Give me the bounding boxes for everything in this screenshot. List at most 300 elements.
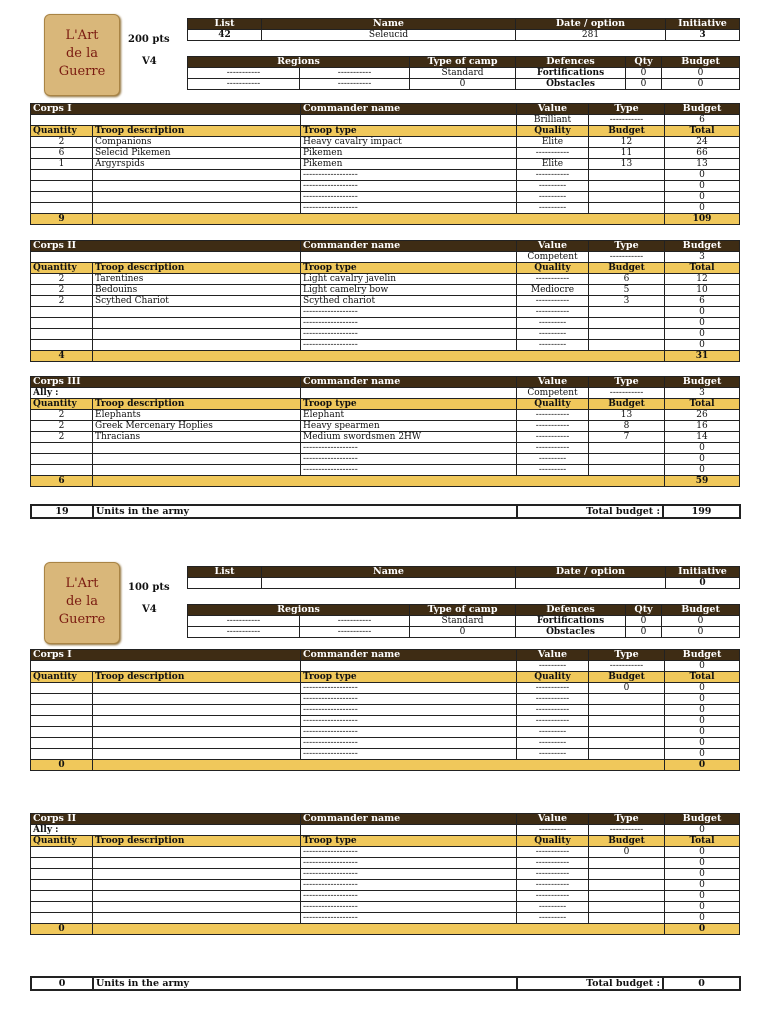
troop-type-field[interactable]: ------------------: [301, 913, 517, 924]
troop-row: [31, 891, 740, 902]
troop-quantity-field[interactable]: [31, 170, 93, 181]
troop-quality-field[interactable]: -----------: [517, 880, 589, 891]
troop-quality-field[interactable]: -----------: [517, 694, 589, 705]
troop-type-field[interactable]: ------------------: [301, 307, 517, 318]
troop-type-field[interactable]: Light camelry bow: [301, 285, 517, 296]
region-field[interactable]: -----------: [188, 79, 300, 90]
troop-quantity-field[interactable]: [31, 203, 93, 214]
troop-description-field[interactable]: Companions: [93, 137, 301, 148]
troop-quantity-field[interactable]: [31, 181, 93, 192]
troop-total-value: 66: [665, 148, 740, 159]
troop-quality-field[interactable]: ---------: [517, 727, 589, 738]
troop-quantity-field[interactable]: [31, 318, 93, 329]
list-number-field[interactable]: [188, 578, 262, 589]
troop-total-value: 24: [665, 137, 740, 148]
region-field[interactable]: -----------: [300, 627, 410, 638]
troop-quality-field[interactable]: ---------: [517, 913, 589, 924]
army-name-field[interactable]: Seleucid: [262, 30, 516, 41]
commander-name-label: Commander name: [301, 241, 517, 252]
troop-total-value: 10: [665, 285, 740, 296]
defence-budget-value: 0: [662, 627, 740, 638]
regions-label: Regions: [188, 605, 410, 616]
troop-type-field[interactable]: ------------------: [301, 880, 517, 891]
troop-description-field[interactable]: [93, 443, 301, 454]
defence-qty-field[interactable]: 0: [626, 68, 662, 79]
commander-value-field[interactable]: Competent: [517, 252, 589, 263]
commander-type-field[interactable]: -----------: [589, 661, 665, 672]
troop-type-field[interactable]: ------------------: [301, 749, 517, 760]
troop-total-value: 0: [665, 716, 740, 727]
qty-label: Qty: [626, 605, 662, 616]
commander-name-field[interactable]: [301, 115, 517, 126]
troop-budget-value: 0: [589, 847, 665, 858]
troop-description-label: Troop description: [93, 263, 301, 274]
corps-title: Corps III: [31, 377, 301, 388]
total-label: Total: [665, 399, 740, 410]
troop-type-field[interactable]: ------------------: [301, 727, 517, 738]
troop-type-field[interactable]: ------------------: [301, 170, 517, 181]
camp-type-field[interactable]: 0: [410, 79, 516, 90]
troop-type-field[interactable]: ------------------: [301, 705, 517, 716]
value-label: Value: [517, 377, 589, 388]
troop-type-field[interactable]: Scythed chariot: [301, 296, 517, 307]
troop-row: [31, 454, 740, 465]
troop-type-field[interactable]: ------------------: [301, 891, 517, 902]
troop-budget-value: [589, 902, 665, 913]
troop-quality-field[interactable]: -----------: [517, 891, 589, 902]
name-label: Name: [262, 19, 516, 30]
troop-type-field[interactable]: ------------------: [301, 902, 517, 913]
corps-quantity-sum: 9: [31, 214, 93, 225]
commander-value-field[interactable]: Competent: [517, 388, 589, 399]
troop-description-field[interactable]: Bedouins: [93, 285, 301, 296]
troop-total-value: 0: [665, 683, 740, 694]
troop-row: [31, 192, 740, 203]
troop-description-field[interactable]: [93, 913, 301, 924]
troop-quality-field[interactable]: -----------: [517, 443, 589, 454]
troop-quantity-field[interactable]: [31, 847, 93, 858]
troop-description-field[interactable]: [93, 683, 301, 694]
troop-total-value: 0: [665, 203, 740, 214]
troop-total-value: 0: [665, 340, 740, 351]
troop-row: [31, 683, 740, 694]
region-field[interactable]: -----------: [300, 79, 410, 90]
troop-description-field[interactable]: [93, 738, 301, 749]
defence-name: Fortifications: [516, 616, 626, 627]
troop-row: [31, 749, 740, 760]
camp-type-field[interactable]: Standard: [410, 616, 516, 627]
troop-row: [31, 694, 740, 705]
troop-description-field[interactable]: [93, 170, 301, 181]
troop-type-field[interactable]: ------------------: [301, 716, 517, 727]
troop-quantity-field[interactable]: [31, 880, 93, 891]
troop-total-value: 0: [665, 880, 740, 891]
troop-type-field[interactable]: Heavy spearmen: [301, 421, 517, 432]
defences-label: Defences: [516, 605, 626, 616]
troop-type-field[interactable]: ------------------: [301, 738, 517, 749]
region-field[interactable]: -----------: [188, 627, 300, 638]
troop-quality-field[interactable]: -----------: [517, 307, 589, 318]
quantity-label: Quantity: [31, 263, 93, 274]
troop-type-field[interactable]: ------------------: [301, 443, 517, 454]
corps-quantity-sum: 0: [31, 924, 93, 935]
troop-budget-value: [589, 340, 665, 351]
total-label: Total: [665, 126, 740, 137]
commander-type-field[interactable]: -----------: [589, 825, 665, 836]
list-header-table: [187, 18, 740, 41]
camp-type-field[interactable]: 0: [410, 627, 516, 638]
troop-budget-value: [589, 869, 665, 880]
troop-description-field[interactable]: [93, 203, 301, 214]
region-field[interactable]: -----------: [188, 616, 300, 627]
commander-type-field[interactable]: -----------: [589, 252, 665, 263]
troop-quality-field[interactable]: -----------: [517, 869, 589, 880]
troop-description-field[interactable]: Argyrspids: [93, 159, 301, 170]
troop-quantity-field[interactable]: [31, 716, 93, 727]
type-of-camp-label: Type of camp: [410, 57, 516, 68]
troop-row: [31, 203, 740, 214]
troop-description-field[interactable]: [93, 329, 301, 340]
troop-quality-field[interactable]: -----------: [517, 847, 589, 858]
troop-total-value: 13: [665, 159, 740, 170]
troop-type-field[interactable]: ------------------: [301, 858, 517, 869]
troop-description-field[interactable]: [93, 902, 301, 913]
commander-value-field[interactable]: Brilliant: [517, 115, 589, 126]
troop-description-field[interactable]: Greek Mercenary Hoplies: [93, 421, 301, 432]
date-field[interactable]: 281: [516, 30, 666, 41]
troop-quality-field[interactable]: ---------: [517, 203, 589, 214]
troop-budget-value: [589, 858, 665, 869]
troop-description-field[interactable]: [93, 705, 301, 716]
troop-quantity-field[interactable]: 2: [31, 410, 93, 421]
troop-quality-field[interactable]: -----------: [517, 274, 589, 285]
troop-quantity-field[interactable]: 2: [31, 137, 93, 148]
troop-quality-field[interactable]: ---------: [517, 902, 589, 913]
troop-description-field[interactable]: [93, 869, 301, 880]
troop-quality-field[interactable]: ---------: [517, 749, 589, 760]
initiative-value[interactable]: 0: [666, 578, 740, 589]
commander-name-field[interactable]: [301, 825, 517, 836]
troop-quantity-field[interactable]: [31, 705, 93, 716]
troop-type-label: Troop type: [301, 836, 517, 847]
troop-budget-value: [589, 181, 665, 192]
value-label: Value: [517, 104, 589, 115]
troop-row: [31, 858, 740, 869]
commander-name-field[interactable]: [301, 388, 517, 399]
troop-budget-value: 12: [589, 137, 665, 148]
date-option-label: Date / option: [516, 19, 666, 30]
region-field[interactable]: -----------: [300, 68, 410, 79]
commander-name-label: Commander name: [301, 814, 517, 825]
camp-defences-table: [187, 604, 740, 638]
army-name-field[interactable]: [262, 578, 516, 589]
date-field[interactable]: [516, 578, 666, 589]
troop-quantity-field[interactable]: [31, 694, 93, 705]
version-label: V4: [142, 56, 157, 67]
troop-total-value: 0: [665, 858, 740, 869]
troop-type-field[interactable]: Elephant: [301, 410, 517, 421]
troop-quality-field[interactable]: -----------: [517, 421, 589, 432]
defence-name: Obstacles: [516, 627, 626, 638]
troop-description-field[interactable]: [93, 727, 301, 738]
troop-quality-field[interactable]: -----------: [517, 683, 589, 694]
troop-quality-field[interactable]: -----------: [517, 148, 589, 159]
list-label: List: [188, 567, 262, 578]
troop-quality-field[interactable]: -----------: [517, 858, 589, 869]
troop-total-value: 0: [665, 465, 740, 476]
troop-description-field[interactable]: [93, 307, 301, 318]
quality-label: Quality: [517, 836, 589, 847]
corps-table: [30, 376, 740, 487]
troop-quality-field[interactable]: ---------: [517, 318, 589, 329]
initiative-value[interactable]: 3: [666, 30, 740, 41]
troop-row: [31, 181, 740, 192]
defence-qty-field[interactable]: 0: [626, 79, 662, 90]
troop-row: [31, 296, 740, 307]
troop-total-value: 12: [665, 274, 740, 285]
troop-total-value: 0: [665, 170, 740, 181]
troop-quality-field[interactable]: ---------: [517, 329, 589, 340]
corps-title: Corps I: [31, 650, 301, 661]
troop-quality-field[interactable]: ---------: [517, 192, 589, 203]
commander-value-field[interactable]: ---------: [517, 661, 589, 672]
troop-quantity-field[interactable]: [31, 891, 93, 902]
commander-name-label: Commander name: [301, 377, 517, 388]
troop-row: [31, 913, 740, 924]
troop-type-field[interactable]: Light cavalry javelin: [301, 274, 517, 285]
troop-budget-value: 3: [589, 296, 665, 307]
troop-quantity-field[interactable]: 6: [31, 148, 93, 159]
region-field[interactable]: -----------: [300, 616, 410, 627]
troop-quantity-field[interactable]: [31, 727, 93, 738]
commander-type-field[interactable]: -----------: [589, 115, 665, 126]
ally-field: [31, 252, 301, 263]
commander-name-label: Commander name: [301, 650, 517, 661]
troop-row: [31, 869, 740, 880]
commander-budget-value: 3: [665, 388, 740, 399]
troop-budget-value: [589, 705, 665, 716]
date-option-label: Date / option: [516, 567, 666, 578]
logo-text: de la: [65, 594, 99, 609]
troop-quantity-field[interactable]: [31, 902, 93, 913]
troop-quality-field[interactable]: -----------: [517, 410, 589, 421]
troop-type-field[interactable]: ------------------: [301, 869, 517, 880]
troop-type-field[interactable]: ------------------: [301, 454, 517, 465]
troop-row: [31, 410, 740, 421]
troop-type-field[interactable]: ------------------: [301, 847, 517, 858]
type-label: Type: [589, 104, 665, 115]
troop-description-label: Troop description: [93, 126, 301, 137]
list-number-field[interactable]: 42: [188, 30, 262, 41]
logo-text: de la: [65, 46, 99, 61]
troop-description-field[interactable]: [93, 716, 301, 727]
troop-total-value: 0: [665, 869, 740, 880]
camp-type-field[interactable]: Standard: [410, 68, 516, 79]
troop-total-value: 0: [665, 443, 740, 454]
troop-total-value: 0: [665, 705, 740, 716]
art-de-la-guerre-logo: [44, 14, 120, 96]
quantity-label: Quantity: [31, 399, 93, 410]
troop-budget-value: [589, 738, 665, 749]
troop-description-field[interactable]: Scythed Chariot: [93, 296, 301, 307]
commander-name-field[interactable]: [301, 252, 517, 263]
troop-description-field[interactable]: [93, 694, 301, 705]
troop-quality-field[interactable]: Elite: [517, 159, 589, 170]
troop-quality-field[interactable]: -----------: [517, 432, 589, 443]
troop-total-value: 0: [665, 902, 740, 913]
total-budget-value: 0: [663, 977, 740, 990]
troop-row: [31, 421, 740, 432]
troop-quality-field[interactable]: ---------: [517, 465, 589, 476]
troop-type-field[interactable]: ------------------: [301, 181, 517, 192]
troop-quantity-field[interactable]: [31, 192, 93, 203]
troop-quality-field[interactable]: ---------: [517, 340, 589, 351]
corps-table: [30, 649, 740, 771]
troop-quality-field[interactable]: ---------: [517, 181, 589, 192]
troop-description-field[interactable]: [93, 318, 301, 329]
troop-total-value: 0: [665, 318, 740, 329]
troop-description-field[interactable]: [93, 465, 301, 476]
troop-type-field[interactable]: Pikemen: [301, 148, 517, 159]
troop-description-label: Troop description: [93, 399, 301, 410]
troop-quality-field[interactable]: -----------: [517, 705, 589, 716]
troop-budget-value: 0: [589, 683, 665, 694]
troop-type-field[interactable]: ------------------: [301, 683, 517, 694]
troop-type-field[interactable]: Heavy cavalry impact: [301, 137, 517, 148]
commander-type-field[interactable]: -----------: [589, 388, 665, 399]
troop-type-field[interactable]: ------------------: [301, 340, 517, 351]
troop-type-field[interactable]: ------------------: [301, 465, 517, 476]
troop-quantity-field[interactable]: [31, 683, 93, 694]
troop-row: [31, 738, 740, 749]
troop-description-field[interactable]: Selecid Pikemen: [93, 148, 301, 159]
troop-total-value: 0: [665, 454, 740, 465]
troop-quantity-field[interactable]: 2: [31, 274, 93, 285]
troop-type-label: Troop type: [301, 399, 517, 410]
troop-description-field[interactable]: [93, 749, 301, 760]
troop-quantity-field[interactable]: [31, 738, 93, 749]
troop-description-field[interactable]: [93, 858, 301, 869]
units-count: 0: [31, 977, 93, 990]
troop-quantity-field[interactable]: [31, 307, 93, 318]
troop-quantity-field[interactable]: 2: [31, 296, 93, 307]
troop-row: [31, 285, 740, 296]
corps-total-sum: 31: [665, 351, 740, 362]
corps-title: Corps I: [31, 104, 301, 115]
type-label: Type: [589, 377, 665, 388]
troop-description-field[interactable]: [93, 340, 301, 351]
troop-row: [31, 318, 740, 329]
troop-quality-field[interactable]: -----------: [517, 296, 589, 307]
troop-quantity-field[interactable]: 2: [31, 421, 93, 432]
troop-description-field[interactable]: [93, 192, 301, 203]
troop-quantity-field[interactable]: [31, 913, 93, 924]
units-label: Units in the army: [93, 977, 517, 990]
troop-description-field[interactable]: [93, 847, 301, 858]
troop-quantity-field[interactable]: 2: [31, 285, 93, 296]
defence-qty-field[interactable]: 0: [626, 627, 662, 638]
troop-type-field[interactable]: Medium swordsmen 2HW: [301, 432, 517, 443]
troop-quality-field[interactable]: -----------: [517, 716, 589, 727]
troop-quality-field[interactable]: Mediocre: [517, 285, 589, 296]
troop-quantity-field[interactable]: [31, 443, 93, 454]
troop-quantity-field[interactable]: [31, 329, 93, 340]
troop-row: [31, 880, 740, 891]
corps-quantity-sum: 4: [31, 351, 93, 362]
troop-quality-field[interactable]: Elite: [517, 137, 589, 148]
troop-type-label: Troop type: [301, 126, 517, 137]
region-field[interactable]: -----------: [188, 68, 300, 79]
troop-quantity-field[interactable]: [31, 340, 93, 351]
troop-type-field[interactable]: ------------------: [301, 318, 517, 329]
troop-total-value: 6: [665, 296, 740, 307]
troop-type-field[interactable]: ------------------: [301, 694, 517, 705]
corps-total-sum: 109: [665, 214, 740, 225]
troop-type-field[interactable]: Pikemen: [301, 159, 517, 170]
troop-description-field[interactable]: [93, 880, 301, 891]
troop-quantity-field[interactable]: [31, 869, 93, 880]
unit-budget-label: Budget: [589, 263, 665, 274]
troop-type-field[interactable]: ------------------: [301, 192, 517, 203]
commander-value-field[interactable]: ---------: [517, 825, 589, 836]
troop-quantity-field[interactable]: [31, 858, 93, 869]
troop-total-value: 0: [665, 727, 740, 738]
troop-quantity-field[interactable]: 1: [31, 159, 93, 170]
troop-quantity-field[interactable]: 2: [31, 432, 93, 443]
troop-quantity-field[interactable]: [31, 749, 93, 760]
ally-field: [31, 661, 301, 672]
total-budget-label: Total budget :: [517, 505, 663, 518]
troop-quality-field[interactable]: ---------: [517, 454, 589, 465]
troop-total-value: 0: [665, 913, 740, 924]
troop-quality-field[interactable]: -----------: [517, 170, 589, 181]
troop-type-field[interactable]: ------------------: [301, 329, 517, 340]
initiative-label: Initiative: [666, 567, 740, 578]
corps-sum-spacer: [93, 476, 665, 487]
troop-description-field[interactable]: [93, 181, 301, 192]
troop-description-field[interactable]: [93, 454, 301, 465]
troop-total-value: 16: [665, 421, 740, 432]
total-budget-value: 199: [663, 505, 740, 518]
troop-row: [31, 170, 740, 181]
corps-sum-spacer: [93, 760, 665, 771]
regions-label: Regions: [188, 57, 410, 68]
budget-label: Budget: [665, 650, 740, 661]
commander-name-field[interactable]: [301, 661, 517, 672]
troop-quality-field[interactable]: ---------: [517, 738, 589, 749]
troop-quantity-field[interactable]: [31, 454, 93, 465]
quantity-label: Quantity: [31, 672, 93, 683]
corps-table: [30, 240, 740, 362]
troop-total-value: 0: [665, 749, 740, 760]
ally-field: [31, 115, 301, 126]
corps-total-sum: 0: [665, 760, 740, 771]
defence-qty-field[interactable]: 0: [626, 616, 662, 627]
troop-budget-value: [589, 716, 665, 727]
troop-description-field[interactable]: Thracians: [93, 432, 301, 443]
troop-quantity-field[interactable]: [31, 465, 93, 476]
troop-description-field[interactable]: Elephants: [93, 410, 301, 421]
troop-description-field[interactable]: [93, 891, 301, 902]
troop-type-field[interactable]: ------------------: [301, 203, 517, 214]
logo-text: Guerre: [58, 612, 106, 627]
troop-row: [31, 902, 740, 913]
list-sheet: [0, 12, 768, 517]
troop-total-value: 0: [665, 181, 740, 192]
troop-budget-value: [589, 329, 665, 340]
troop-row: [31, 432, 740, 443]
troop-description-field[interactable]: Tarentines: [93, 274, 301, 285]
